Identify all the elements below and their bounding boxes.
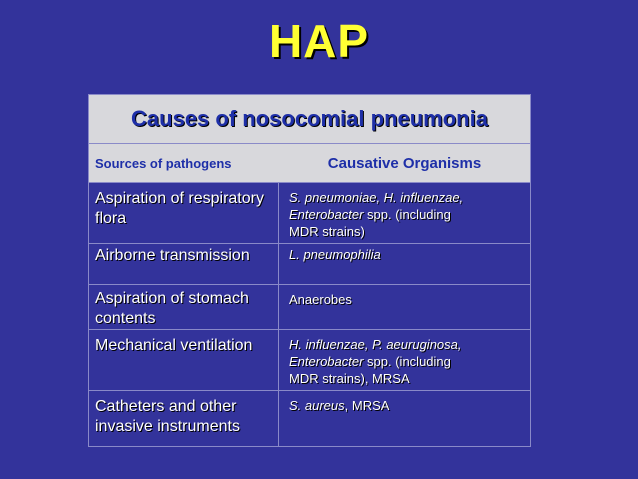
organism-italic: Enterobacter: [289, 207, 364, 222]
table-row: [89, 330, 530, 391]
organism-cell: [279, 244, 530, 284]
table-row: [89, 285, 530, 330]
organism-text: MDR strains): [289, 224, 365, 239]
organism-italic: L. pneumophilia: [289, 247, 381, 262]
source-cell: Aspiration of respiratory flora: [89, 183, 279, 243]
table-row: [89, 183, 530, 244]
organism-cell: [279, 391, 530, 446]
source-cell: Catheters and other invasive instruments: [89, 391, 279, 446]
organism-italic: H. influenzae, P. aeuruginosa,: [289, 337, 462, 352]
organism-text: Anaerobes: [289, 292, 352, 307]
source-cell: Mechanical ventilation: [89, 330, 279, 390]
organism-cell: [279, 183, 530, 243]
organism-italic: S. aureus: [289, 398, 345, 413]
header-sources: Sources of pathogens: [95, 155, 232, 171]
organism-text: MDR strains), MRSA: [289, 371, 410, 386]
organism-cell: [279, 330, 530, 390]
source-cell: Airborne transmission: [89, 244, 279, 284]
organism-text: spp. (including: [363, 354, 451, 369]
organism-italic: S. pneumoniae, H. influenzae,: [289, 190, 464, 205]
table-row: [89, 244, 530, 285]
header-organisms: Causative Organisms: [327, 154, 482, 172]
organism-cell: [279, 285, 530, 329]
causes-table: [88, 94, 531, 447]
organism-text: , MRSA: [344, 398, 390, 413]
table-header-row: [89, 144, 530, 183]
page-title: HAP: [268, 15, 370, 67]
table-banner: Causes of nosocomial pneumonia: [89, 95, 530, 144]
organism-italic: Enterobacter: [289, 354, 364, 369]
table-row: [89, 391, 530, 446]
organism-text: spp. (including: [363, 207, 451, 222]
source-cell: Aspiration of stomach contents: [89, 285, 279, 329]
